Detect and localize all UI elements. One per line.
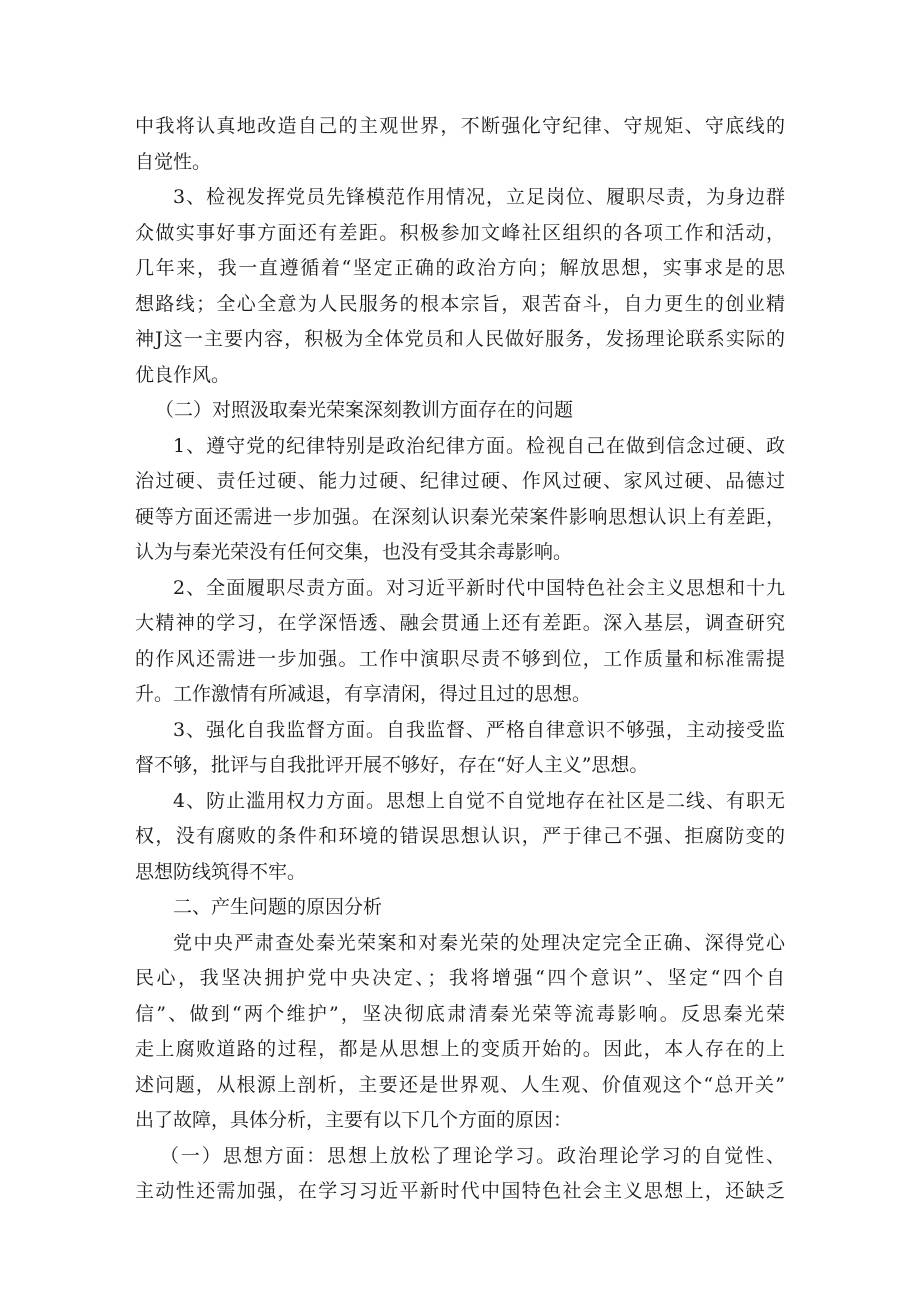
text-line: 思想防线筑得不牢。	[135, 861, 307, 883]
text-line: 的作风还需进一步加强。工作中演职尽责不够到位，工作质量和标准需提	[135, 648, 785, 670]
text-line: 信”、做到“两个维护”，坚决彻底肃清秦光荣等流毒影响。反思秦光荣	[135, 1003, 785, 1025]
text-line: 治过硬、责任过硬、能力过硬、纪律过硬、作风过硬、家风过硬、品德过	[135, 470, 785, 492]
text-line: 优良作风。	[135, 364, 231, 386]
text-line: 民心，我坚决拥护党中央决定、；我将增强“四个意识”、坚定“四个自	[135, 967, 785, 989]
text-line: 出了故障，具体分析，主要有以下几个方面的原因：	[135, 1109, 573, 1131]
text-line: 党中央严肃查处秦光荣案和对秦光荣的处理决定完全正确、深得党心	[173, 932, 785, 954]
text-line: 3、强化自我监督方面。自我监督、严格自律意识不够强，主动接受监	[173, 719, 785, 741]
text-line: 想路线；全心全意为人民服务的根本宗旨，艰苦奋斗，自力更生的创业精	[135, 293, 785, 315]
text-line: 主动性还需加强，在学习习近平新时代中国特色社会主义思想上，还缺乏	[135, 1180, 785, 1202]
text-line: 督不够，批评与自我批评开展不够好，存在“好人主义”思想。	[135, 754, 649, 776]
text-line: 中我将认真地改造自己的主观世界，不断强化守纪律、守规矩、守底线的	[135, 115, 785, 137]
text-line: 神J这一主要内容，积极为全体党员和人民做好服务，发扬理论联系实际的	[135, 328, 785, 350]
text-line: 升。工作激情有所减退，有享清闲，得过且过的思想。	[135, 683, 592, 705]
text-line: 权，没有腐败的条件和环境的错误思想认识，严于律己不强、拒腐防变的	[135, 825, 785, 847]
text-line: 自觉性。	[135, 151, 212, 173]
text-line: 大精神的学习，在学深悟透、融会贯通上还有差距。深入基层，调查研究	[135, 612, 785, 634]
text-line: 2、全面履职尽责方面。对习近平新时代中国特色社会主义思想和十九	[173, 577, 785, 599]
text-line: 3、检视发挥党员先锋模范作用情况，立足岗位、履职尽责，为身边群	[173, 186, 785, 208]
text-line: 走上腐败道路的过程，都是从思想上的变质开始的。因此，本人存在的上	[135, 1038, 785, 1060]
text-line: 硬等方面还需进一步加强。在深刻认识秦光荣案件影响思想认识上有差距，	[135, 506, 785, 528]
section-heading: 二、产生问题的原因分析	[173, 896, 383, 918]
text-line: 述问题，从根源上剖析，主要还是世界观、人生观、价值观这个“总开关”	[135, 1074, 785, 1096]
text-line: 认为与秦光荣没有任何交集，也没有受其余毒影响。	[135, 541, 573, 563]
text-line: 4、防止滥用权力方面。思想上自觉不自觉地存在社区是二线、有职无	[173, 790, 785, 812]
text-line: 众做实事好事方面还有差距。积极参加文峰社区组织的各项工作和活动，	[135, 222, 785, 244]
section-heading: （二）对照汲取秦光荣案深刻教训方面存在的问题	[155, 399, 574, 421]
text-line: （一）思想方面：思想上放松了理论学习。政治理论学习的自觉性、	[160, 1145, 785, 1167]
text-line: 几年来，我一直遵循着“坚定正确的政治方向；解放思想，实事求是的思	[135, 257, 785, 279]
text-line: 1、遵守党的纪律特别是政治纪律方面。检视自己在做到信念过硬、政	[173, 435, 785, 457]
